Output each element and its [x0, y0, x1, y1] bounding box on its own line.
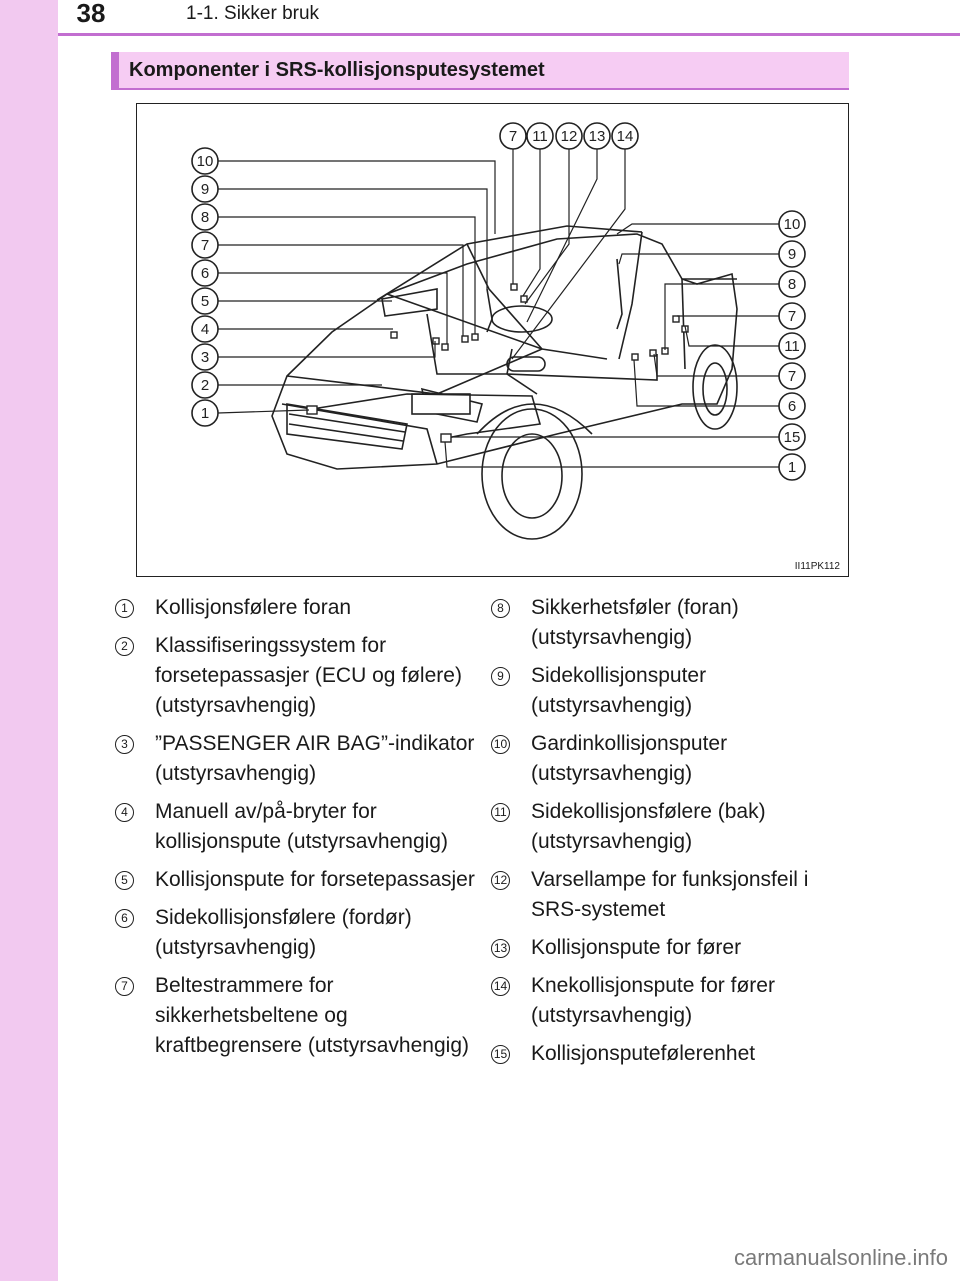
legend-number: 9	[491, 667, 510, 686]
legend-number: 7	[115, 977, 134, 996]
side-tab	[0, 0, 58, 1281]
section-title: 1-1. Sikker bruk	[186, 3, 320, 24]
callout-right: 6	[787, 398, 797, 415]
legend-right	[491, 593, 851, 1077]
legend-number: 8	[491, 599, 510, 618]
legend-text: Knekollisjonspute for fører (utstyrsavhengig)	[531, 974, 775, 1027]
legend-item	[491, 729, 851, 789]
legend-text: Sidekollisjonsfølere (bak) (utstyrsavhengig)	[531, 800, 766, 853]
legend-text: Varsellampe for funksjonsfeil i SRS-systemet	[531, 868, 809, 921]
watermark: carmanualsonline.info	[733, 1245, 948, 1270]
subsection-title: Komponenter i SRS-kollisjonsputesystemet	[129, 59, 545, 81]
callout-right: 10	[783, 216, 801, 233]
legend-number: 10	[491, 735, 510, 754]
legend-number: 6	[115, 909, 134, 928]
legend-text: Sidekollisjonsfølere (fordør) (utstyrsavhengig)	[155, 906, 412, 959]
callout-right: 7	[787, 368, 797, 385]
callout-right: 1	[787, 459, 797, 476]
callout-top: 12	[560, 128, 578, 145]
callout-left: 1	[200, 405, 210, 422]
page-number: 38	[76, 0, 106, 28]
legend-text: Kollisjonspute for fører	[531, 936, 742, 959]
callout-left: 5	[200, 293, 210, 310]
legend-item	[491, 661, 851, 721]
legend-item	[115, 593, 475, 623]
legend-item	[491, 593, 851, 653]
callout-left: 10	[196, 153, 214, 170]
vehicle-diagram	[136, 103, 849, 577]
heading-bar	[111, 52, 119, 88]
callout-top: 14	[616, 128, 634, 145]
callout-top: 7	[508, 128, 518, 145]
figure-code: II11PK112	[794, 561, 840, 572]
callout-top: 13	[588, 128, 606, 145]
legend-item	[115, 797, 475, 857]
legend-item	[115, 971, 475, 1061]
legend-number: 1	[115, 599, 134, 618]
callout-right: 9	[787, 246, 797, 263]
callout-right: 8	[787, 276, 797, 293]
legend-number: 12	[491, 871, 510, 890]
legend-text: Gardinkollisjonsputer (utstyrsavhengig)	[531, 732, 728, 785]
callout-left: 2	[200, 377, 210, 394]
callout-left: 9	[200, 181, 210, 198]
legend-text: Klassifiseringssystem for forsetepassasjer (ECU og følere) (utstyrsavhengig)	[155, 634, 462, 717]
legend-text: Kollisjonspute for forsetepassasjer	[155, 868, 475, 891]
legend-item	[491, 933, 851, 963]
legend-item	[491, 1039, 851, 1069]
legend-item	[115, 631, 475, 721]
legend-item	[491, 797, 851, 857]
header-rule	[58, 33, 960, 36]
subsection-heading	[111, 52, 849, 90]
legend-number: 2	[115, 637, 134, 656]
vehicle-illustration	[137, 104, 848, 576]
callout-right: 7	[787, 308, 797, 325]
legend-item	[115, 729, 475, 789]
legend-number: 3	[115, 735, 134, 754]
legend-text: Manuell av/på-bryter for kollisjonspute (utstyrsavhengig)	[155, 800, 448, 853]
callout-left: 4	[200, 321, 210, 338]
callout-top: 11	[532, 128, 548, 145]
legend-number: 5	[115, 871, 134, 890]
legend-number: 13	[491, 939, 510, 958]
legend-number: 14	[491, 977, 510, 996]
legend-text: Sikkerhetsføler (foran) (utstyrsavhengig)	[531, 596, 739, 649]
legend-item	[491, 865, 851, 925]
legend-text: Kollisjonsfølere foran	[155, 596, 352, 619]
callout-right: 15	[783, 429, 801, 446]
legend-number: 15	[491, 1045, 510, 1064]
legend-item	[115, 865, 475, 895]
callout-left: 7	[200, 237, 210, 254]
legend-text: Kollisjonsputefølerenhet	[531, 1042, 756, 1065]
callout-left: 3	[200, 349, 210, 366]
legend-text: Beltestrammere for sikkerhetsbeltene og kraftbegrensere (utstyrsavhengig)	[155, 974, 469, 1057]
legend-item	[491, 971, 851, 1031]
legend-number: 4	[115, 803, 134, 822]
legend-text: ”PASSENGER AIR BAG”-indikator (utstyrsavhengig)	[155, 732, 475, 785]
callout-left: 6	[200, 265, 210, 282]
legend-text: Sidekollisjonsputer (utstyrsavhengig)	[531, 664, 707, 717]
callout-right: 11	[784, 338, 800, 355]
legend-number: 11	[491, 803, 510, 822]
legend-item	[115, 903, 475, 963]
legend-left	[115, 593, 475, 1069]
callout-left: 8	[200, 209, 210, 226]
